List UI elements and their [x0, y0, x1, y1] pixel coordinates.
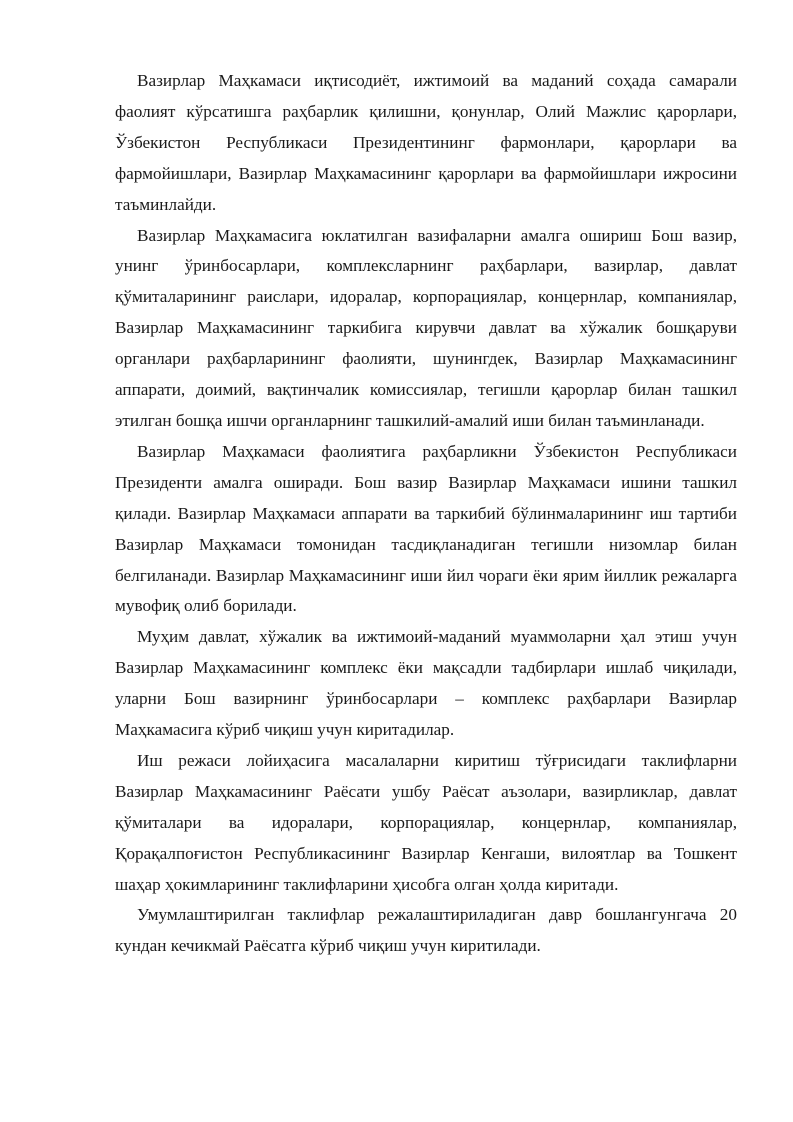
paragraph: Вазирлар Маҳкамасига юклатилган вазифаларни амалга ошириш Бош вазир, унинг ўринбосарлари, комплексларнинг раҳбарлари, вазирлар, давлат қўмиталарининг раислари, идоралар, корпорациялар, концернлар, компаниялар, Вазирлар Маҳкамасининг таркибига кирувчи давлат ва хўжалик бошқаруви органлари раҳбарларининг фаолияти, шунингдек, Вазирлар Маҳкамасининг аппарати, доимий, вақтинчалик комиссиялар, тегишли қарорлар билан ташкил этилган бошқа ишчи органларнинг ташкилий-амалий иши билан таъминланади.	[115, 225, 737, 430]
paragraph: Муҳим давлат, хўжалик ва ижтимоий-маданий муаммоларни ҳал этиш учун Вазирлар Маҳкамасининг комплекс ёки мақсадли тадбирлари ишлаб чиқилади, уларни Бош вазирнинг ўринбосарлари – комплекс раҳбарлари Вазирлар Маҳкамасига кўриб чиқиш учун киритадилар.	[115, 627, 737, 740]
document-page	[115, 66, 737, 962]
paragraph: Вазирлар Маҳкамаси иқтисодиёт, ижтимоий ва маданий соҳада самарали фаолият кўрсатишга раҳбарлик қилишни, қонунлар, Олий Мажлис қарорлари, Ўзбекистон Республикаси Президентининг фармонлари, қарорлари ва фармойишлари, Вазирлар Маҳкамасининг қарорлари ва фармойишлари ижросини таъминлайди.	[115, 71, 737, 214]
paragraph: Умумлаштирилган таклифлар режалаштириладиган давр бошлангунгача 20 кундан кечикмай Раёсатга кўриб чиқиш учун киритилади.	[115, 905, 737, 956]
paragraph: Вазирлар Маҳкамаси фаолиятига раҳбарликни Ўзбекистон Республикаси Президенти амалга оширади. Бош вазир Вазирлар Маҳкамаси ишини ташкил қилади. Вазирлар Маҳкамаси аппарати ва таркибий бўлинмаларининг иш тартиби Вазирлар Маҳкамаси томонидан тасдиқланадиган тегишли низомлар билан белгиланади. Вазирлар Маҳкамасининг иши йил чораги ёки ярим йиллик режаларга мувофиқ олиб борилади.	[115, 441, 737, 616]
paragraph: Иш режаси лойиҳасига масалаларни киритиш тўғрисидаги таклифларни Вазирлар Маҳкамасининг Раёсати ушбу Раёсат аъзолари, вазирликлар, давлат қўмиталари ва идоралари, корпорациялар, концернлар, компаниялар, Қорақалпоғистон Республикасининг Вазирлар Кенгаши, вилоятлар ва Тошкент шаҳар ҳокимларининг таклифларини ҳисобга олган ҳолда киритади.	[115, 750, 737, 894]
